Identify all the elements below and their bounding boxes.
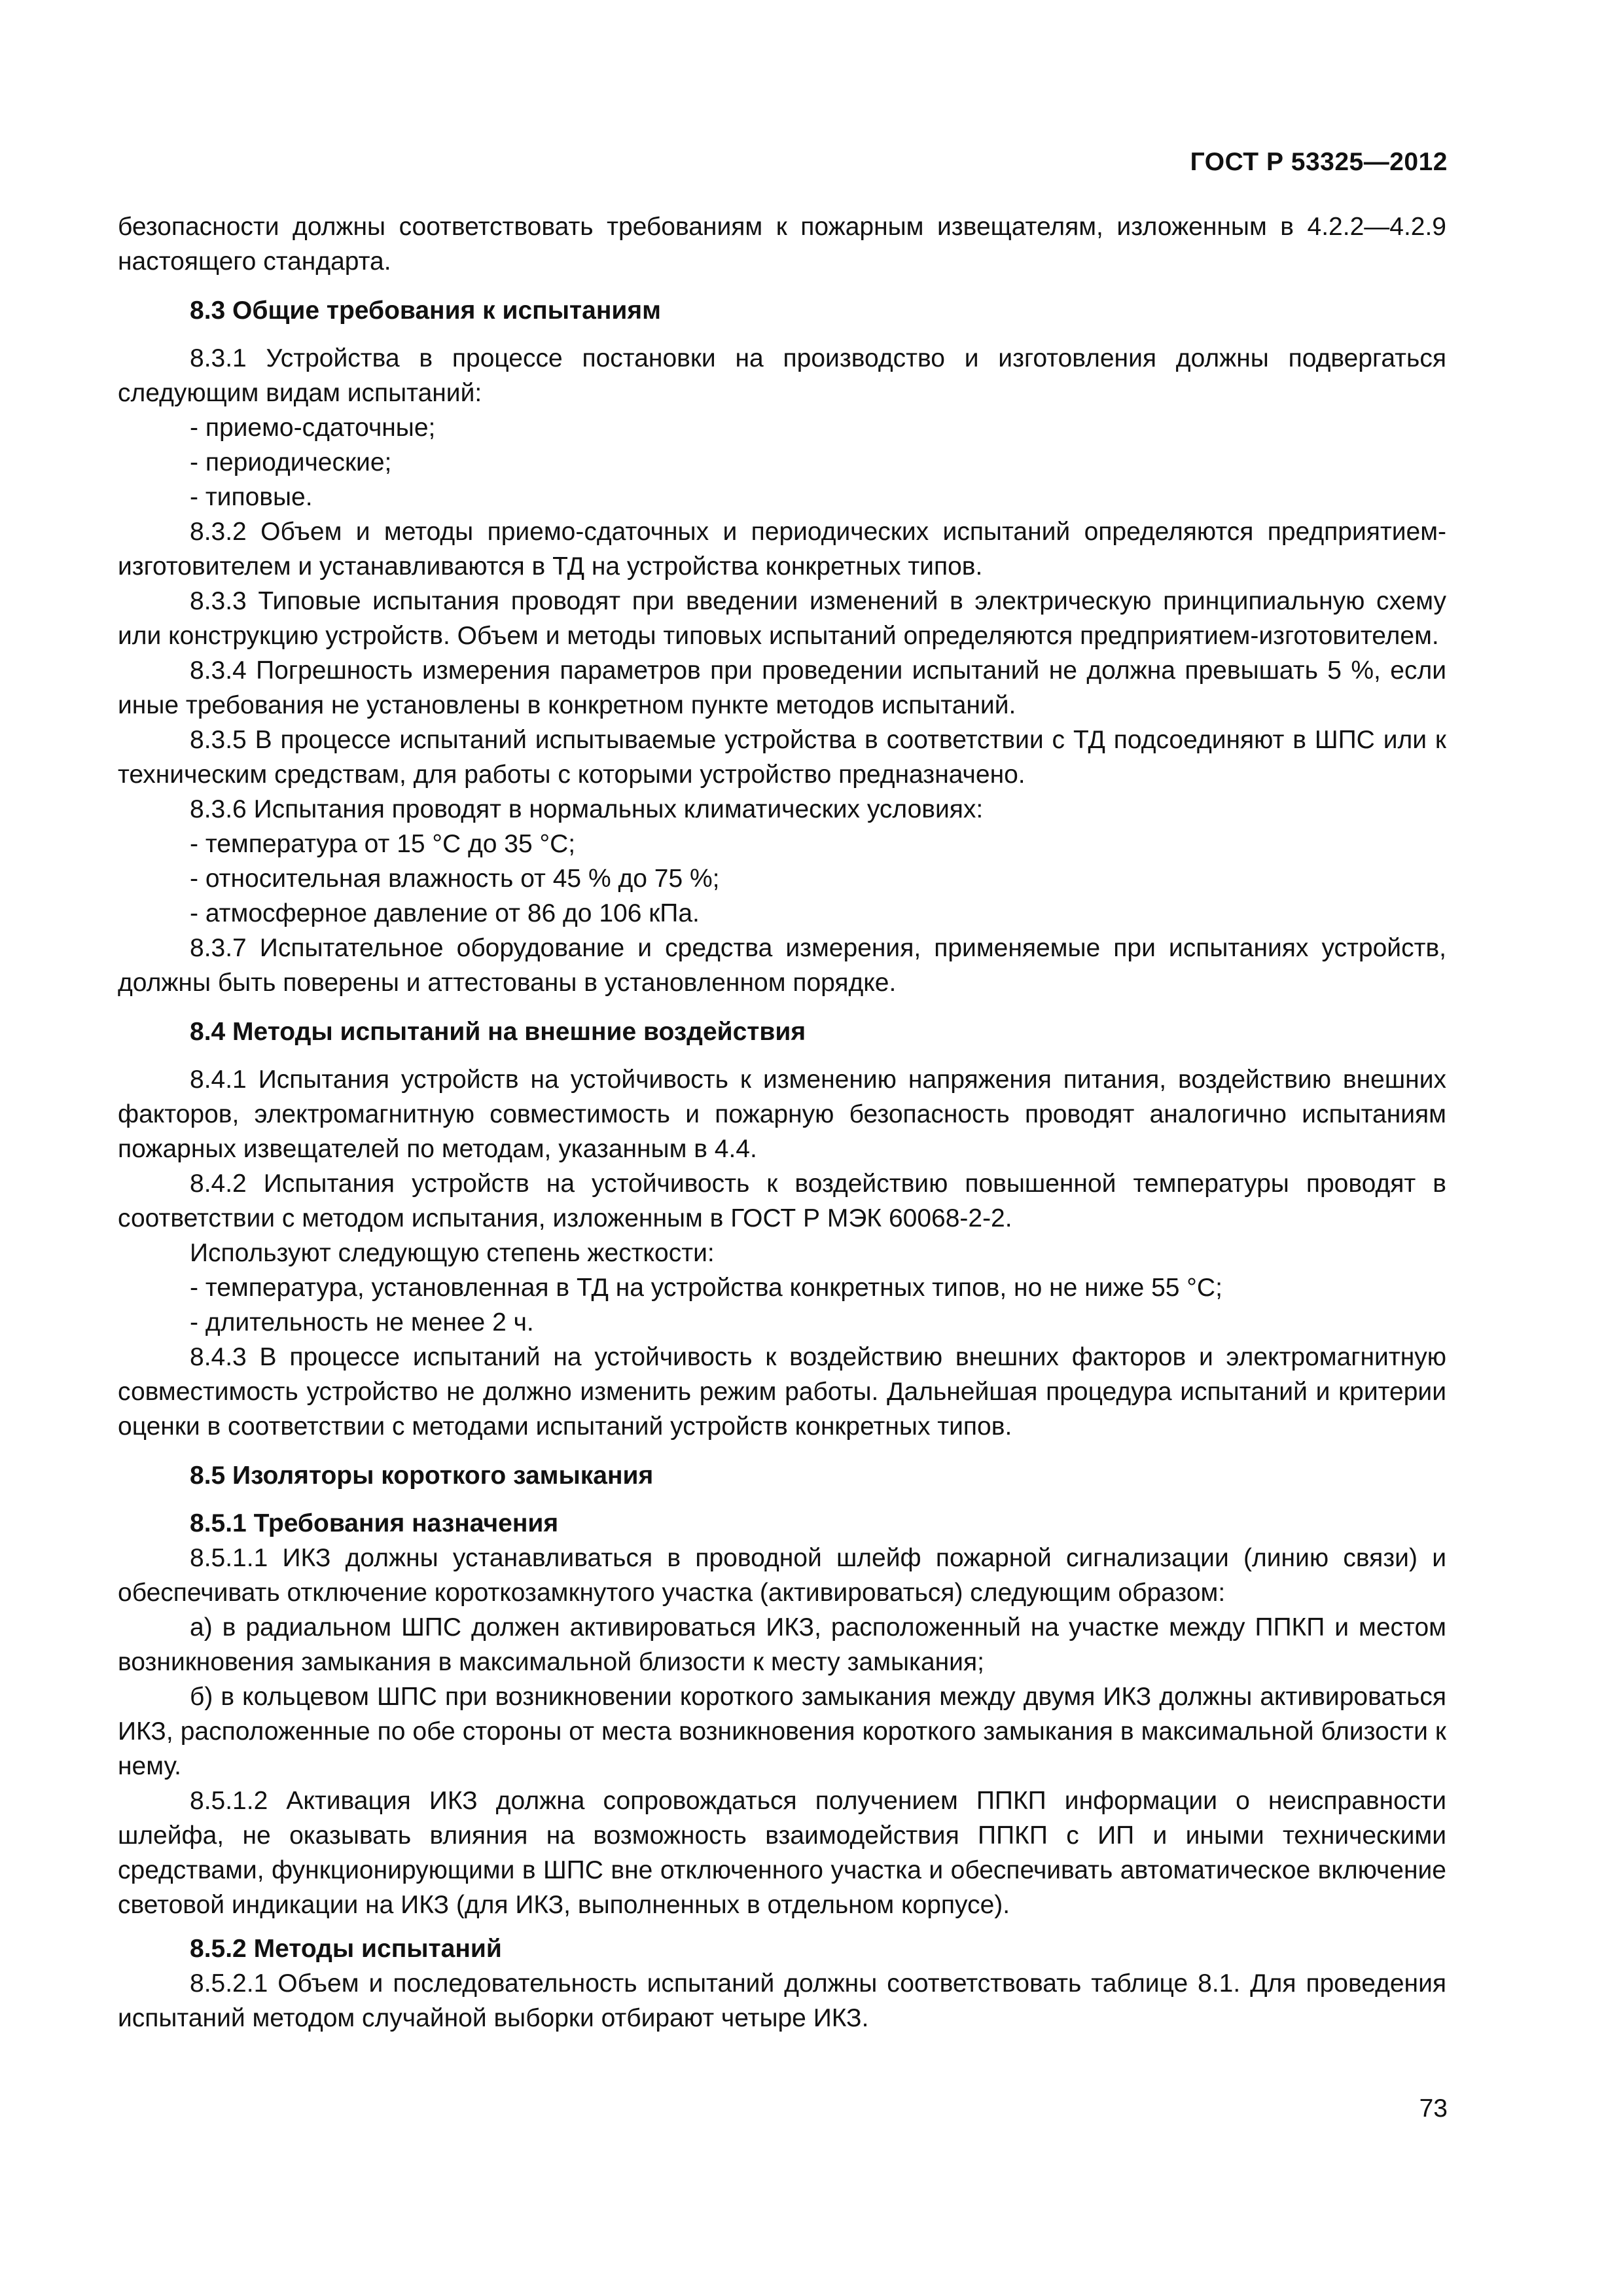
paragraph: 8.5.2.1 Объем и последовательность испытаний должны соответствовать таблице 8.1. Для проведения испытаний методом случайной выборки отбирают четыре ИКЗ. [118, 1969, 1446, 2032]
list-item: - относительная влажность от 45 % до 75 %; [190, 865, 720, 893]
paragraph: 8.5.1.2 Активация ИКЗ должна сопровождаться получением ППКП информации о неисправности шлейфа, не оказывать влияния на возможность взаимодействия ППКП с ИП и иными техническими средствами, функционирующими в ШПС вне отключенного участка и обеспечивать автоматическое включение световой индикации на ИКЗ (для ИКЗ, выполненных в отдельном корпусе). [118, 1787, 1446, 1919]
paragraph: б) в кольцевом ШПС при возникновении короткого замыкания между двумя ИКЗ должны активироваться ИКЗ, расположенные по обе стороны от места возникновения короткого замыкания в максимальной близости к нему. [118, 1683, 1446, 1780]
section-heading: 8.3 Общие требования к испытаниям [190, 296, 661, 325]
paragraph: 8.3.2 Объем и методы приемо-сдаточных и периодических испытаний определяются предприятием-изготовителем и устанавливаются в ТД на устройства конкретных типов. [118, 518, 1446, 581]
paragraph: 8.4.2 Испытания устройств на устойчивость к воздействию повышенной температуры проводят в соответствии с методом испытания, изложенным в ГОСТ Р МЭК 60068-2-2. [118, 1170, 1446, 1232]
list-item: - температура, установленная в ТД на устройства конкретных типов, но не ниже 55 °С; [190, 1274, 1222, 1302]
paragraph: 8.3.4 Погрешность измерения параметров при проведении испытаний не должна превышать 5 %, если иные требования не установлены в конкретном пункте методов испытаний. [118, 656, 1446, 719]
list-item: - типовые. [190, 483, 313, 511]
paragraph: 8.3.3 Типовые испытания проводят при введении изменений в электрическую принципиальную схему или конструкцию устройств. Объем и методы типовых испытаний определяются предприятием-изготовителем. [118, 587, 1446, 650]
section-heading: 8.5 Изоляторы короткого замыкания [190, 1462, 654, 1490]
paragraph: 8.4.3 В процессе испытаний на устойчивость к воздействию внешних факторов и электромагнитную совместимость устройство не должно изменить режим работы. Дальнейшая процедура испытаний и критерии оценки в соответствии с методами испытаний устройств конкретных типов. [118, 1343, 1446, 1441]
list-item: - температура от 15 °С до 35 °С; [190, 830, 576, 858]
document-body [118, 209, 1446, 2036]
document-header: ГОСТ Р 53325—2012 [1190, 148, 1448, 176]
paragraph: 8.5.1.1 ИКЗ должны устанавливаться в проводной шлейф пожарной сигнализации (линию связи) и обеспечивать отключение короткозамкнутого участка (активироваться) следующим образом: [118, 1544, 1446, 1607]
list-item: - периодические; [190, 448, 392, 476]
subsection-heading: 8.5.2 Методы испытаний [190, 1935, 502, 1963]
paragraph: 8.3.5 В процессе испытаний испытываемые устройства в соответствии с ТД подсоединяют в ШПС или к техническим средствам, для работы с которыми устройство предназначено. [118, 726, 1446, 789]
paragraph: а) в радиальном ШПС должен активироваться ИКЗ, расположенный на участке между ППКП и местом возникновения замыкания в максимальной близости к месту замыкания; [118, 1613, 1446, 1676]
paragraph: 8.3.7 Испытательное оборудование и средства измерения, применяемые при испытаниях устройств, должны быть поверены и аттестованы в установленном порядке. [118, 934, 1446, 997]
page-number: 73 [1419, 2094, 1448, 2123]
section-heading: 8.4 Методы испытаний на внешние воздействия [190, 1018, 806, 1046]
continuation-paragraph: безопасности должны соответствовать требованиям к пожарным извещателям, изложенным в 4.2.2—4.2.9 настоящего стандарта. [118, 213, 1446, 276]
subsection-heading: 8.5.1 Требования назначения [190, 1509, 559, 1537]
paragraph: Используют следующую степень жесткости: [190, 1239, 715, 1267]
list-item: - приемо-сдаточные; [190, 414, 436, 442]
list-item: - длительность не менее 2 ч. [190, 1308, 534, 1336]
paragraph: 8.3.6 Испытания проводят в нормальных климатических условиях: [190, 795, 984, 823]
paragraph: 8.3.1 Устройства в процессе постановки на производство и изготовления должны подвергаться следующим видам испытаний: [118, 344, 1446, 407]
list-item: - атмосферное давление от 86 до 106 кПа. [190, 899, 700, 927]
paragraph: 8.4.1 Испытания устройств на устойчивость к изменению напряжения питания, воздействию внешних факторов, электромагнитную совместимость и пожарную безопасность проводят аналогично испытаниям пожарных извещателей по методам, указанным в 4.4. [118, 1066, 1446, 1163]
